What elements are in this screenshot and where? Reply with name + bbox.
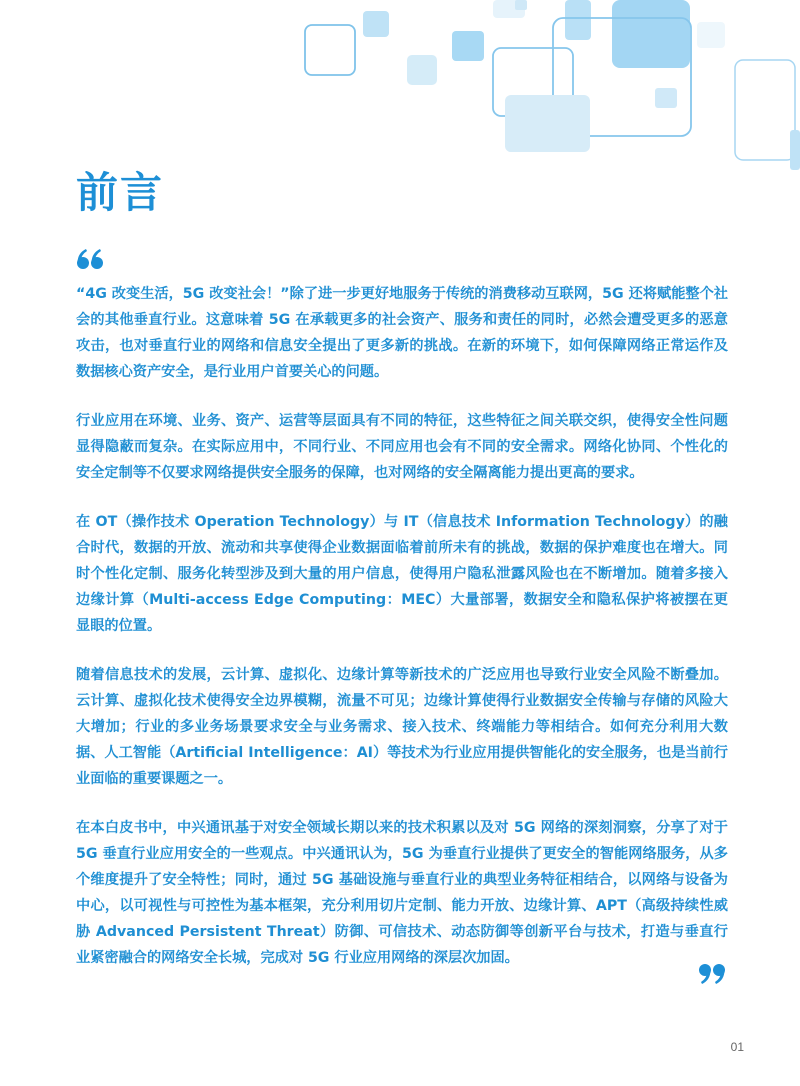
quote-open-icon bbox=[76, 248, 104, 270]
paragraph-4: 随着信息技术的发展，云计算、虚拟化、边缘计算等新技术的广泛应用也导致行业安全风险不断叠加。云计算、虚拟化技术使得安全边界模糊，流量不可见；边缘计算使得行业数据安全传输与存储的风险大大增加；行业的多业务场景要求安全与业务需求、接入技术、终端能力等相结合。如何充分利用大数据、人工智能（Artificial Intelligence：AI）等技术为行业应用提供智能化的安全服务，也是当前行业面临的重要课题之一。 bbox=[76, 667, 728, 787]
paragraph-2: 行业应用在环境、业务、资产、运营等层面具有不同的特征，这些特征之间关联交织，使得安全性问题显得隐蔽而复杂。在实际应用中，不同行业、不同应用也会有不同的安全需求。网络化协同、个性化的安全定制等不仅要求网络提供安全服务的保障，也对网络的安全隔离能力提出更高的要求。 bbox=[76, 413, 728, 481]
paragraph-5: 在本白皮书中，中兴通讯基于对安全领域长期以来的技术积累以及对 5G 网络的深刻洞察，分享了对于 5G 垂直行业应用安全的一些观点。中兴通讯认为，5G 为垂直行业提供了更安全的智能网络服务，从多个维度提升了安全特性；同时，通过 5G 基础设施与垂直行业的典型业务特征相结合，以网络与设备为中心，以可视性与可控性为基本框架，充分利用切片定制、能力开放、边缘计算、APT（高级持续性威胁 Advanced Persistent Threat）防御、可信技术、动态防御等创新平台与技术，打造与垂直行业紧密融合的网络安全长城，完成对 5G 行业应用网络的深层次加固。 bbox=[76, 820, 728, 966]
preface-body bbox=[76, 281, 728, 994]
paragraph-1: “4G 改变生活，5G 改变社会！”除了进一步更好地服务于传统的消费移动互联网，5G 还将赋能整个社会的其他垂直行业。这意味着 5G 在承载更多的社会资产、服务和责任的同时，必然会遭受更多的恶意攻击，也对垂直行业的网络和信息安全提出了更多新的挑战。在新的环境下，如何保障网络正常运作及数据核心资产安全，是行业用户首要关心的问题。 bbox=[76, 286, 728, 380]
paragraph-3: 在 OT（操作技术 Operation Technology）与 IT（信息技术 Information Technology）的融合时代，数据的开放、流动和共享使得企业数据面临着前所未有的挑战，数据的保护难度也在增大。同时个性化定制、服务化转型涉及到大量的用户信息，使得用户隐私泄露风险也在不断增加。随着多接入边缘计算（Multi-access Edge Computing：MEC）大量部署，数据安全和隐私保护将被摆在更显眼的位置。 bbox=[76, 514, 728, 634]
page-title: 前言 bbox=[76, 168, 165, 217]
quote-close-icon bbox=[698, 963, 726, 985]
page-number: 01 bbox=[730, 1040, 744, 1054]
decorative-squares bbox=[0, 0, 800, 190]
